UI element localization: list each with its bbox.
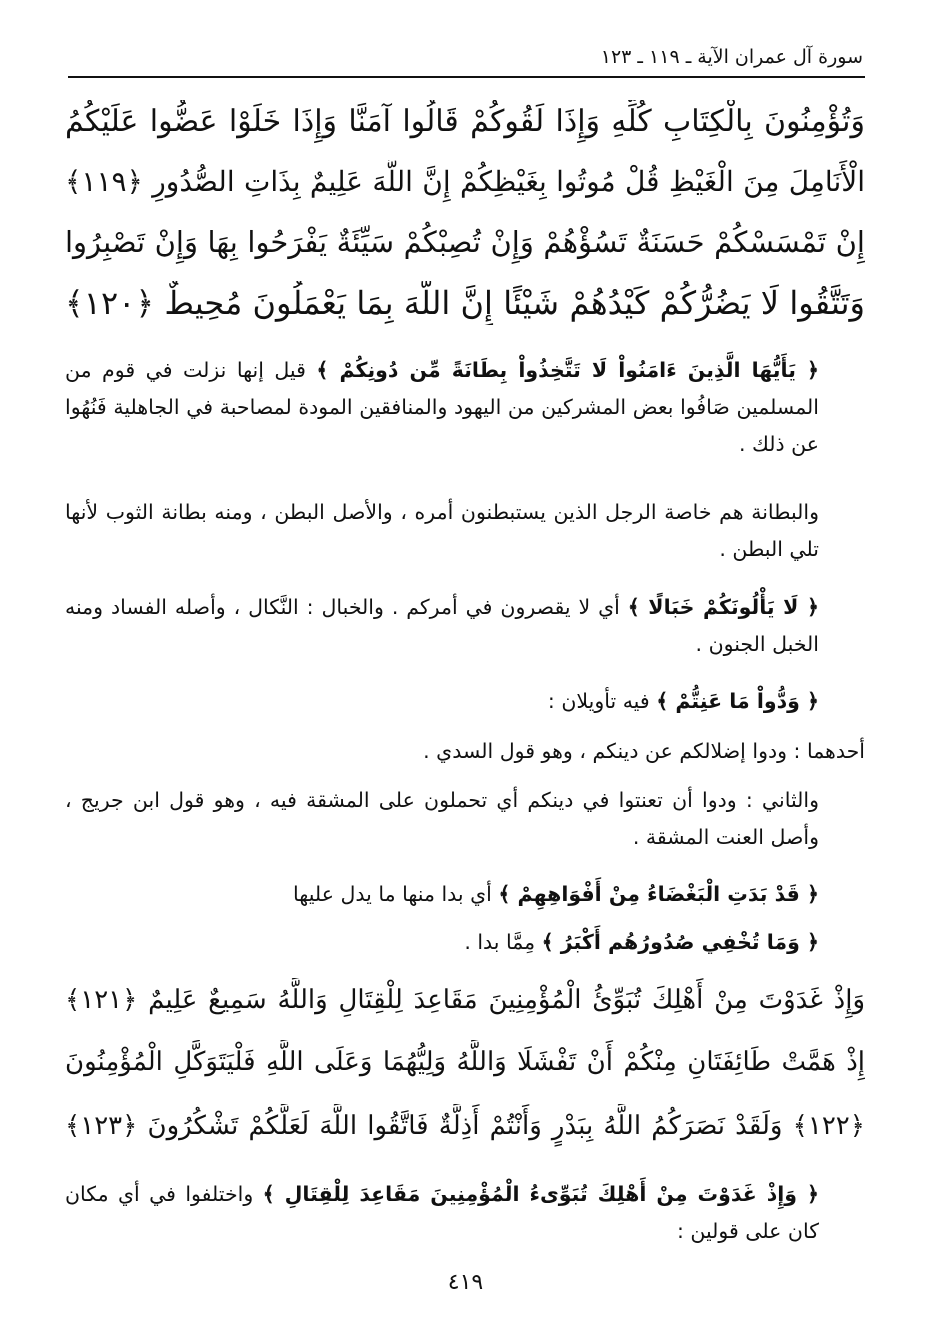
quran-quote: ﴿ يَأَيُّهَا الَّذِينَ ءَامَنُواْ لَا تَتَّخِذُواْ بِطَانَةً مِّن دُونِكُمْ ﴾ <box>316 358 819 382</box>
quran-quote: ﴿ قَدْ بَدَتِ الْبَغْضَاءُ مِنْ أَفْوَاهِهِمْ ﴾ <box>498 882 819 906</box>
commentary-text: قيل إنها نزلت في قوم من المسلمين صَافُوا بعض المشركين من اليهود والمنافقين المودة لمصاحبة في الجاهلية فَنُهُوا عن ذلك . <box>65 358 819 456</box>
commentary-paragraph <box>65 352 865 463</box>
commentary-paragraph <box>65 683 865 720</box>
page-number: ٤١٩ <box>447 1270 484 1295</box>
commentary-paragraph <box>65 1176 865 1250</box>
commentary-text: فيه تأويلان : <box>547 689 657 713</box>
running-header: سورة آل عمران الآية ـ ١١٩ ـ ١٢٣ <box>600 46 863 68</box>
verse-line: ﴿١٢٢﴾ وَلَقَدْ نَصَرَكُمُ اللَّهُ بِبَدْرٍ وَأَنْتُمْ أَذِلَّةٌ فَاتَّقُوا اللَّهَ لَعَلَّكُمْ تَشْكُرُونَ ﴿١٢٣﴾ <box>65 1111 865 1141</box>
commentary-text: أي لا يقصرون في أمركم . والخبال : النَّكال ، وأصله الفساد ومنه الخبل الجنون . <box>65 595 819 656</box>
commentary-text: والبطانة هم خاصة الرجل الذين يستبطنون أمره ، والأصل البطن ، ومنه بطانة الثوب لأنها تلي البطن . <box>65 500 819 561</box>
commentary-text: مِمَّا بدا . <box>464 930 542 954</box>
verse-line: إِذْ هَمَّتْ طَائِفَتَانِ مِنْكُمْ أَنْ تَفْشَلَا وَاللَّهُ وَلِيُّهُمَا وَعَلَى اللَّهِ فَلْيَتَوَكَّلِ الْمُؤْمِنُونَ <box>65 1047 865 1077</box>
commentary-paragraph <box>65 782 865 856</box>
commentary-text: أي بدا منها ما يدل عليها <box>293 882 499 906</box>
header-rule <box>68 76 865 78</box>
verse-line: الْأَنَامِلَ مِنَ الْغَيْظِ قُلْ مُوتُوا بِغَيْظِكُمْ إِنَّ اللَّهَ عَلِيمٌ بِذَاتِ الصُّدُورِ ﴿١١٩﴾ <box>65 165 865 198</box>
quran-quote: ﴿ وَإِذْ غَدَوْتَ مِنْ أَهْلِكَ تُبَوِّىءُ الْمُؤْمِنِينَ مَقَاعِدَ لِلْقِتَالِ ﴾ <box>262 1182 819 1206</box>
commentary-paragraph <box>65 733 865 770</box>
verse-line: وَإِذْ غَدَوْتَ مِنْ أَهْلِكَ تُبَوِّئُ الْمُؤْمِنِينَ مَقَاعِدَ لِلْقِتَالِ وَاللَّهُ سَمِيعٌ عَلِيمٌ ﴿١٢١﴾ <box>65 985 865 1015</box>
commentary-paragraph <box>65 589 865 663</box>
commentary-text: والثاني : ودوا أن تعنتوا في دينكم أي تحملون على المشقة فيه ، وهو قول ابن جريج ، وأصل العنت المشقة . <box>65 788 819 849</box>
commentary-paragraph <box>65 876 865 913</box>
commentary-text: واختلفوا في أي مكان كان على قولين : <box>65 1182 819 1243</box>
verse-line: إِنْ تَمْسَسْكُمْ حَسَنَةٌ تَسُؤْهُمْ وَإِنْ تُصِبْكُمْ سَيِّئَةٌ يَفْرَحُوا بِهَا وَإِنْ تَصْبِرُوا <box>65 225 865 259</box>
commentary-paragraph <box>65 494 865 568</box>
verse-line: وَتَتَّقُوا لَا يَضُرُّكُمْ كَيْدُهُمْ شَيْئًا إِنَّ اللَّهَ بِمَا يَعْمَلُونَ مُحِيطٌ ﴿١٢٠﴾ <box>65 284 865 322</box>
quran-quote: ﴿ وَمَا تُخْفِي صُدُورُهُم أَكْبَرُ ﴾ <box>541 930 819 954</box>
verse-line: وَتُؤْمِنُونَ بِالْكِتَابِ كُلِّهِ وَإِذَا لَقُوكُمْ قَالُوا آمَنَّا وَإِذَا خَلَوْا عَضُّوا عَلَيْكُمُ <box>65 104 865 139</box>
quran-quote: ﴿ وَدُّواْ مَا عَنِتُّمْ ﴾ <box>656 689 819 713</box>
commentary-paragraph <box>65 924 865 961</box>
quran-quote: ﴿ لَا يَأْلُونَكُمْ خَبَالًا ﴾ <box>627 595 819 619</box>
commentary-text: أحدهما : ودوا إضلالكم عن دينكم ، وهو قول السدي . <box>423 739 865 763</box>
